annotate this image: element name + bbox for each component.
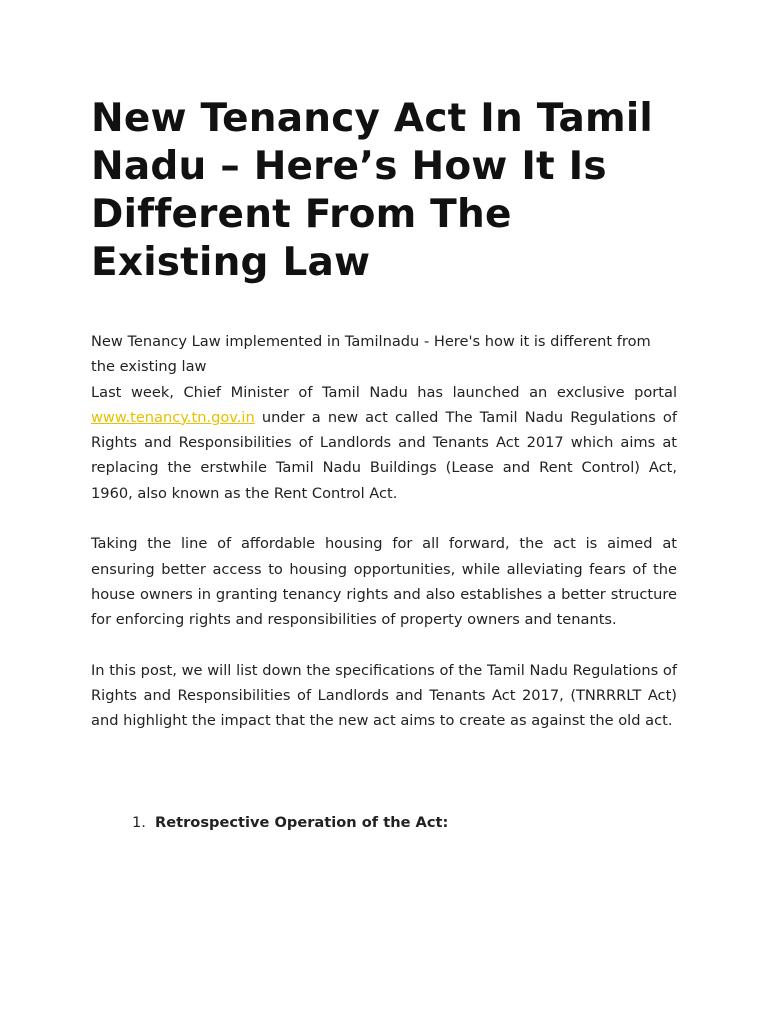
list-item-label: Retrospective Operation of the Act: (155, 813, 449, 831)
paragraph-text-before-link: Last week, Chief Minister of Tamil Nadu has launched an exclusive portal (91, 383, 677, 401)
document-page (91, 95, 677, 835)
paragraph-text-after-link: under a new act called The Tamil Nadu Regulations of Rights and Responsibilities of Landlords and Tenants Act 2017 which aims at replacing the erstwhile Tamil Nadu Buildings (Lease and Rent Control) Act, 1960, also known as the Rent Control Act. (91, 408, 677, 502)
list-item (91, 810, 677, 835)
paragraph-spacer (91, 633, 677, 658)
article-body (91, 329, 677, 734)
specifications-list (91, 810, 677, 835)
paragraph-post-overview: In this post, we will list down the specifications of the Tamil Nadu Regulations of Rights and Responsibilities of Landlords and Tenants Act 2017, (TNRRRLT Act) and highlight the impact that the new act aims to create as against the old act. (91, 661, 677, 730)
paragraph-spacer (91, 506, 677, 531)
paragraph-affordable-housing: Taking the line of affordable housing for all forward, the act is aimed at ensuring better access to housing opportunities, while alleviating fears of the house owners in granting tenancy rights and also establishes a better structure for enforcing rights and responsibilities of property owners and tenants. (91, 535, 677, 629)
intro-paragraph: New Tenancy Law implemented in Tamilnadu - Here's how it is different from the existing law (91, 333, 651, 376)
page-title: New Tenancy Act In Tamil Nadu – Here’s How It Is Different From The Existing Law (91, 96, 653, 285)
tenancy-portal-link[interactable]: www.tenancy.tn.gov.in (91, 408, 255, 426)
list-item-number: 1. (132, 813, 146, 831)
paragraph-portal-launch (91, 380, 677, 506)
